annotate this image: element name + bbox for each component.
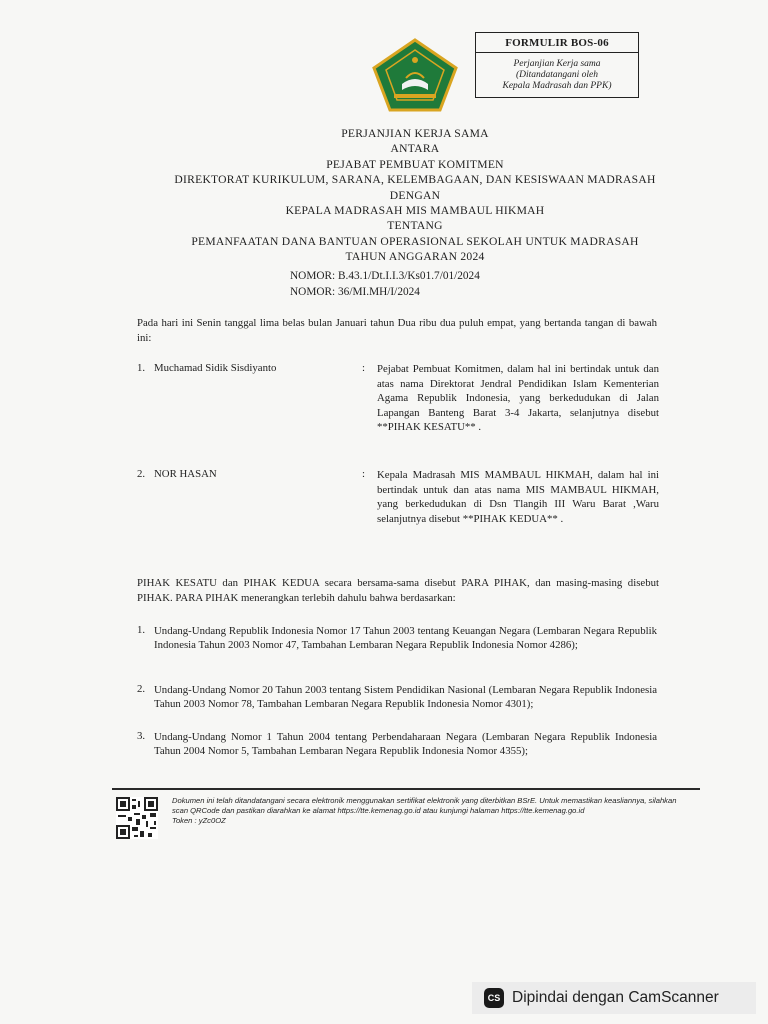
- notice-text: Dokumen ini telah ditandatangani secara elektronik menggunakan sertifikat elektronik yang diterbitkan BSrE. Untuk memastikan keasliannya, silahkan scan QRCode dan pastikan diarahkan ke alamat https://tte.kemenag.go.id atau kunjungi halaman https://tte.kemenag.go.id: [172, 796, 677, 815]
- agreement-title: [120, 126, 710, 265]
- law-number: 3.: [137, 730, 146, 742]
- camscanner-watermark: [472, 982, 756, 1014]
- law-text: Undang-Undang Nomor 20 Tahun 2003 tentang Sistem Pendidikan Nasional (Lembaran Negara Republik Indonesia Tahun 2003 Nomor 78, Tambahan Lembaran Negara Republik Indonesia Nomor 4301);: [154, 684, 657, 711]
- title-line: TENTANG: [387, 219, 443, 233]
- nomor-line: NOMOR: 36/MI.MH/I/2024: [290, 286, 420, 298]
- title-line: ANTARA: [390, 142, 440, 156]
- party-name: NOR HASAN: [154, 468, 217, 480]
- title-line: PERJANJIAN KERJA SAMA: [341, 127, 489, 140]
- title-line: TAHUN ANGGARAN 2024: [345, 250, 485, 264]
- title-line: KEPALA MADRASAH MIS MAMBAUL HIKMAH: [285, 204, 545, 218]
- form-code: FORMULIR BOS-06: [476, 33, 638, 53]
- law-text: Undang-Undang Nomor 1 Tahun 2004 tentang Perbendaharaan Negara (Lembaran Negara Republik Indonesia Tahun 2004 Nomor 5, Tambahan Lembaran Negara Republik Indonesia Nomor 4355);: [154, 731, 657, 758]
- law-number: 1.: [137, 624, 146, 636]
- law-text: Undang-Undang Republik Indonesia Nomor 17 Tahun 2003 tentang Keuangan Negara (Lembaran Negara Republik Indonesia Tahun 2003 Nomor 47, Tambahan Lembaran Negara Republik Indonesia Nomor 4286);: [154, 625, 657, 652]
- e-signature-notice: [172, 796, 682, 826]
- kemenag-logo-icon: [372, 38, 458, 112]
- party-number: 1.: [137, 362, 146, 374]
- title-line: PEMANFAATAN DANA BANTUAN OPERASIONAL SEKOLAH UNTUK MADRASAH: [191, 234, 639, 248]
- nomor-line: NOMOR: B.43.1/Dt.I.I.3/Ks01.7/01/2024: [290, 270, 480, 282]
- camscanner-text: Dipindai dengan CamScanner: [512, 989, 719, 1006]
- camscanner-icon: CS: [484, 988, 504, 1008]
- title-line: DENGAN: [389, 188, 441, 202]
- document-numbers: [290, 268, 480, 300]
- qr-code-icon[interactable]: [116, 797, 158, 839]
- form-description: Perjanjian Kerja sama (Ditandatangani oleh Kepala Madrasah dan PPK): [502, 59, 612, 91]
- party-colon: :: [362, 468, 365, 480]
- party-description: Kepala Madrasah MIS MAMBAUL HIKMAH, dalam hal ini bertindak untuk dan atas nama MIS MAMBAUL HIKMAH, yang berkedudukan di Dsn Tlangih III Waru Barat ,Waru selanjutnya disebut **PIHAK KEDUA** .: [377, 469, 659, 525]
- party-name: Muchamad Sidik Sisdiyanto: [154, 362, 277, 374]
- title-line: PEJABAT PEMBUAT KOMITMEN: [326, 157, 504, 171]
- form-label-box: [475, 32, 639, 98]
- party-colon: :: [362, 362, 365, 374]
- footer-divider: [112, 788, 700, 790]
- token-text: Token : yZc0OZ: [172, 816, 226, 825]
- party-number: 2.: [137, 468, 146, 480]
- title-line: DIREKTORAT KURIKULUM, SARANA, KELEMBAGAAN, DAN KESISWAAN MADRASAH: [174, 173, 656, 187]
- intro-paragraph: Pada hari ini Senin tanggal lima belas bulan Januari tahun Dua ribu dua puluh empat, yang bertanda tangan di bawah ini:: [137, 317, 657, 344]
- law-number: 2.: [137, 683, 146, 695]
- party-description: Pejabat Pembuat Komitmen, dalam hal ini bertindak untuk dan atas nama Direktorat Jendral Pendidikan Islam Kementerian Agama Republik Indonesia, yang berkedudukan di Jalan Lapangan Banteng Barat 3-4 Jakarta, selanjutnya disebut **PIHAK KESATU** .: [377, 363, 659, 434]
- para-pihak-paragraph: PIHAK KESATU dan PIHAK KEDUA secara bersama-sama disebut PARA PIHAK, dan masing-masing disebut PIHAK. PARA PIHAK menerangkan terlebih dahulu bahwa berdasarkan:: [137, 577, 659, 604]
